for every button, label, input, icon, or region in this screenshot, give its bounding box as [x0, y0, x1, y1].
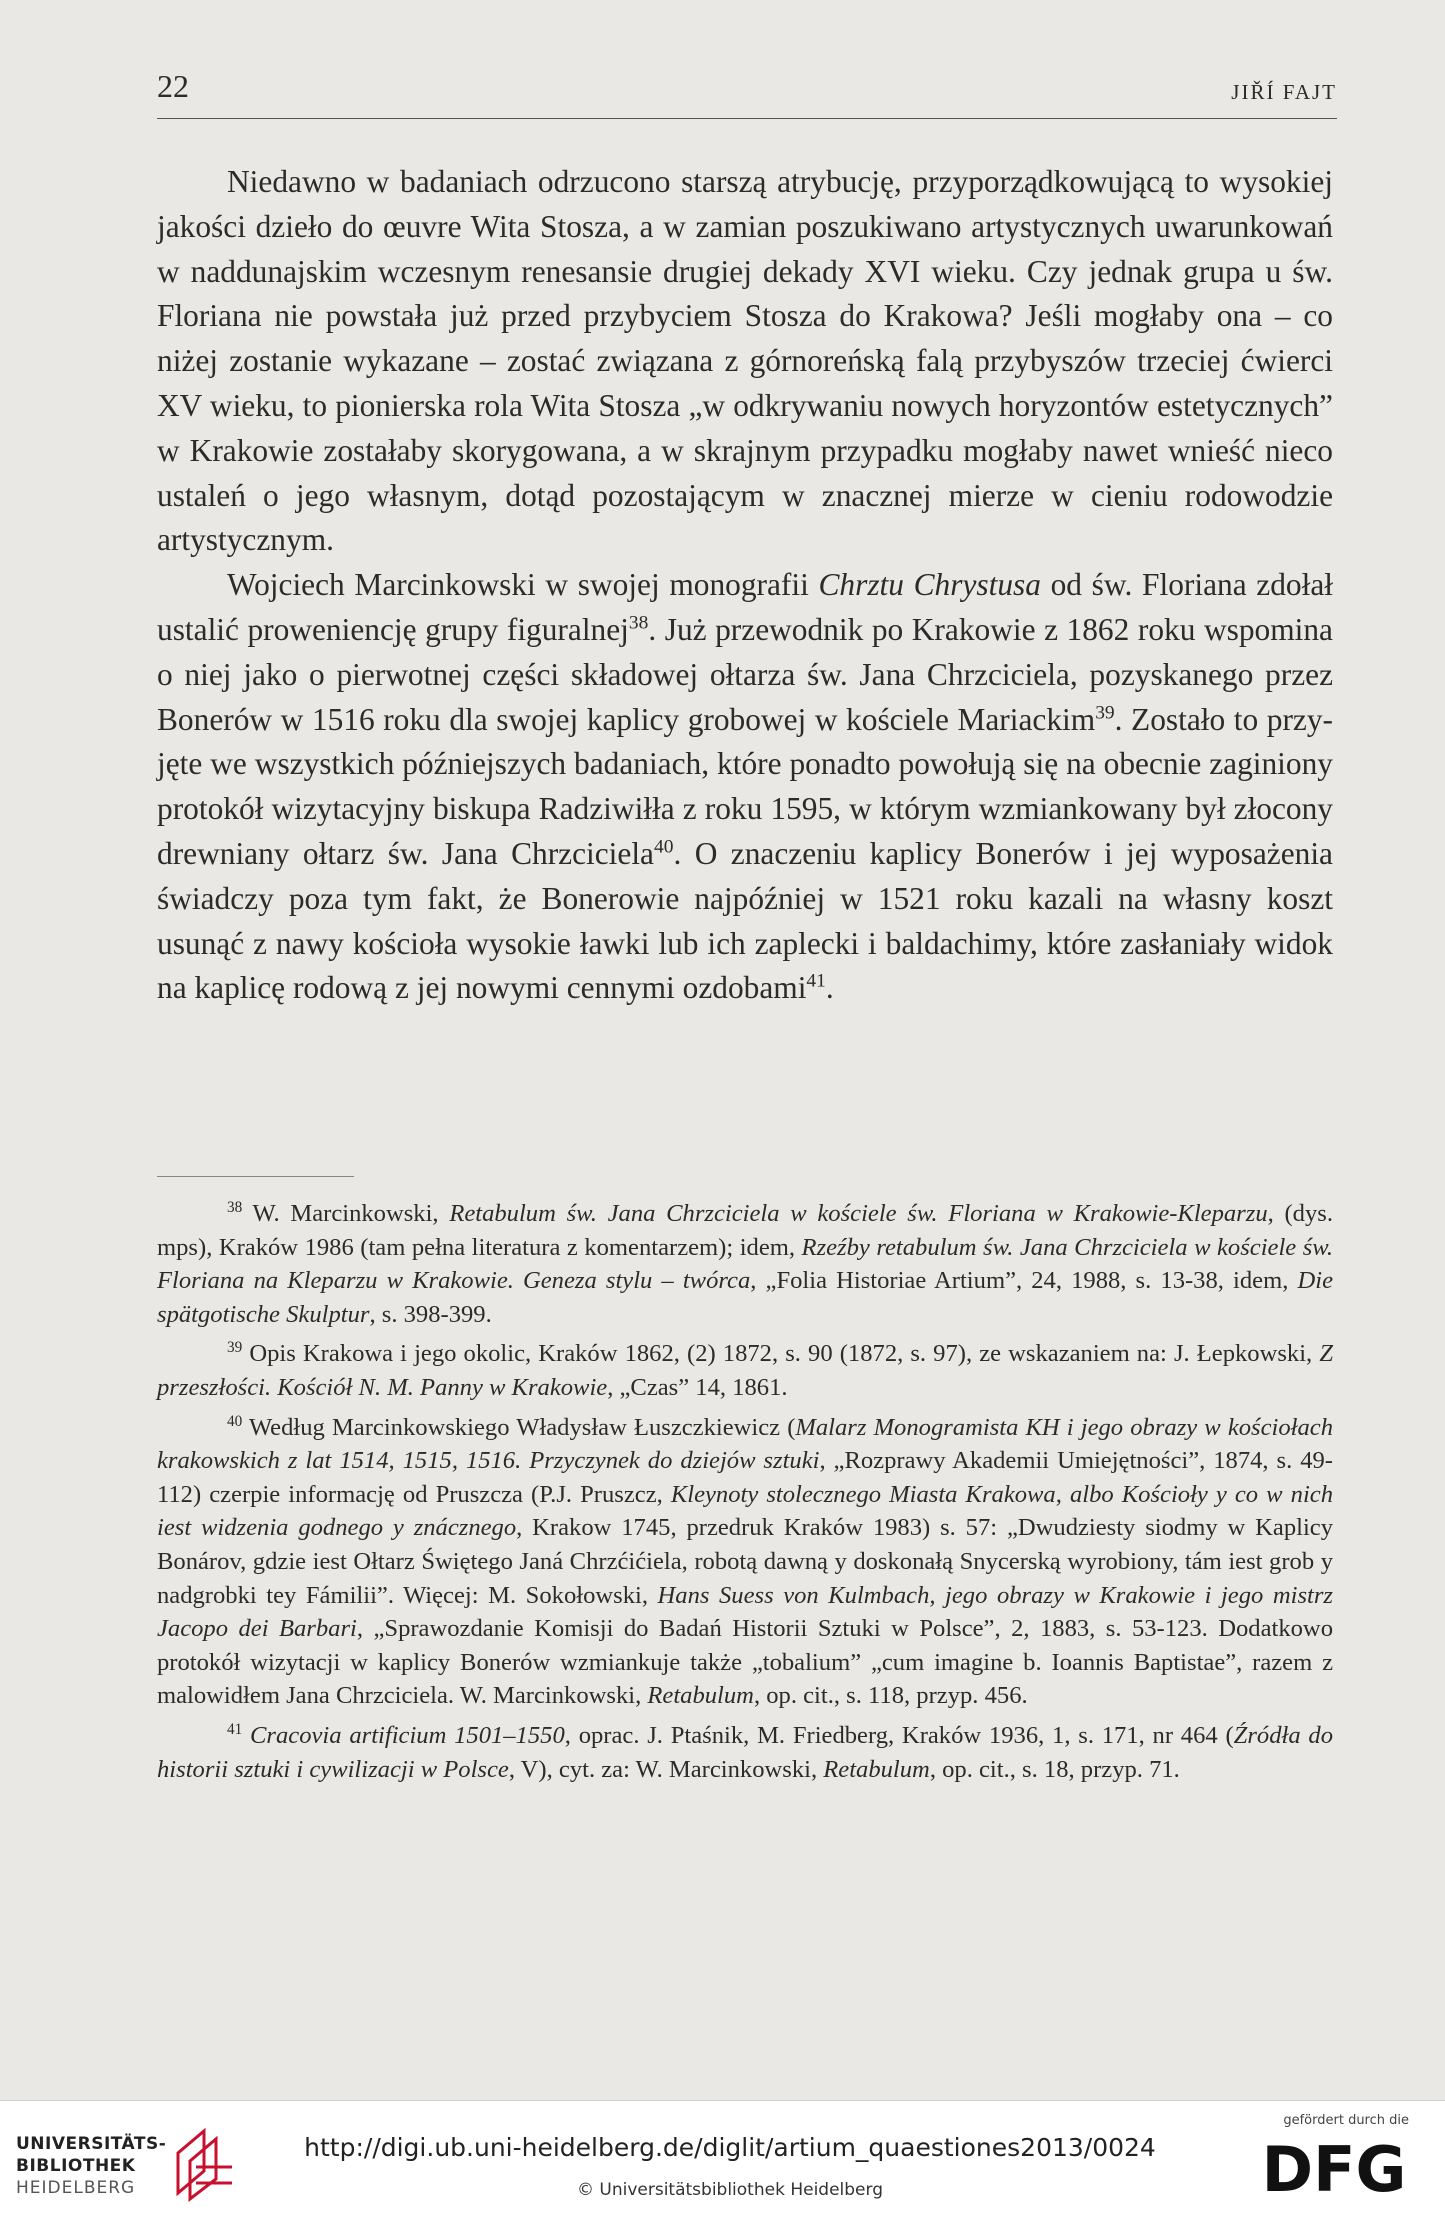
copyright-notice: © Universitätsbibliothek Heidelberg — [576, 2180, 883, 2200]
main-text — [157, 160, 1333, 1011]
footnote-39: $^{39}$ Opis Krakowa i jego okolic, Kraków 1862, (2) 1872, s. 90 (1872, s. 97), ze wskazaniem na: J. Łepkowski, Z przeszłości. Kościół N. M. Panny w Krakowie, „Czas” 14, 1861. — [157, 1339, 1333, 1401]
footnote-ref-40[interactable]: 40 — [653, 836, 674, 858]
footnote-ref-41[interactable]: 41 — [806, 970, 826, 992]
footnote-38: $^{38}$ W. Marcinkowski, Retabulum św. Jana Chrzciciela w kościele św. Floriana w Krakowie-Kleparzu, (dys. mps), Kraków 1986 (tam pełna literatura z komentarzem); idem, Rzeźby retabulum św. Jana Chrzciciela w kościele św. Floriana na Kleparzu w Krakowie. Geneza stylu – twórca, „Folia Historiae Artium”, 24, 1988, s. 13-38, idem, Die spätgotische Skulptur, s. 398-399. — [157, 1198, 1333, 1328]
permalink-url[interactable]: http://digi.ub.uni-heidelberg.de/diglit/artium_quaestiones2013/0024 — [304, 2133, 1156, 2162]
footnotes — [157, 1197, 1333, 1792]
page-number: 22 — [157, 68, 189, 104]
library-logo[interactable]: UNIVERSITÄTS- BIBLIOTHEK HEIDELBERG — [16, 2123, 236, 2203]
footnote-separator — [157, 1176, 354, 1177]
svg-text:DFG: DFG — [1261, 2135, 1407, 2199]
footnote-ref-39[interactable]: 39 — [1095, 702, 1115, 724]
footnote-41: $^{41}$ Cracovia artificium 1501–1550, oprac. J. Ptaśnik, M. Friedberg, Kraków 1936, 1, s. 171, nr 464 (Źródła do historii sztuki i cywilizacji w Polsce, V), cyt. za: W. Marcinkowski, Retabulum, op. cit., s. 18, przyp. 71. — [157, 1720, 1333, 1783]
viewer-footer — [0, 2100, 1445, 2215]
funding-label: gefördert durch die — [1283, 2113, 1409, 2128]
paragraph: Wojciech Marcinkowski w swojej monografii Chrztu Chrystusa od św. Floriana zdołał ustalić proweniencję grupy figuralnej$^{38}$. Już przewodnik po Krakowie z 1862 roku wspomina o niej jako o pierwotnej części składowej ołtarza św. Jana Chrzciciela, pozyskanego przez Bonerów w 1516 roku dla swojej kaplicy grobowej w kościele Mariackim$^{39}$. Zostało to przyjęte we wszystkich późniejszych badaniach, które ponadto powołują się na obecnie zaginiony protokół wizytacyjny biskupa Radziwiłła z roku 1595, w którym wzmiankowany był złocony drewniany ołtarz św. Jana Chrzciciela$^{40}$. O znaczeniu kaplicy Bonerów i jej wyposażenia świadczy poza tym fakt, że Bonerowie najpóźniej w 1521 roku kazali na własny koszt usunąć z nawy kościoła wysokie ławki lub ich zaplecki i baldachimy, które zasłaniały widok na kaplicę rodową z jej nowymi cennymi ozdobami$^{41}$. — [157, 567, 1333, 1006]
footnote-40: $^{40}$ Według Marcinkowskiego Władysław Łuszczkiewicz (Malarz Monogramista KH i jego obrazy w kościołach krakowskich z lat 1514, 1515, 1516. Przyczynek do dziejów sztuki, „Rozprawy Akademii Umiejętności”, 1874, s. 49-112) czerpie informację od Pruszcza (P.J. Pruszcz, Kleynoty stolecznego Miasta Krakowa, albo Kościoły y co w nich iest widzenia godnego y znácznego, Krakow 1745, przedruk Kraków 1983) s. 57: „Dwudziesty siodmy w Kaplicy Bonárov, gdzie iest Ołtarz Świętego Janá Chrzćićiela, robotą dawną y doskonałą Snycerską wyrobiony, tám iest grob y nadgrobki tey Fámilii”. Więcej: M. Sokołowski, Hans Suess von Kulmbach, jego obrazy w Krakowie i jego mistrz Jacopo dei Barbari, „Sprawozdanie Komisji do Badań Historii Sztuki w Polsce”, 2, 1883, s. 53-123. Dodatkowo protokół wizytacji w kaplicy Bonerów wzmiankuje także „tobalium” „cum imagine b. Ioannis Baptistae”, razem z malowidłem Jana Chrzciciela. W. Marcinkowski, Retabulum, op. cit., s. 118, przyp. 456. — [157, 1412, 1334, 1710]
page-header — [157, 68, 1337, 119]
running-head-author: JIŘÍ FAJT — [1231, 80, 1337, 104]
library-emblem-icon — [166, 2123, 236, 2203]
book-title: Chrztu Chrystusa — [818, 567, 1041, 603]
footnote-ref-38[interactable]: 38 — [628, 612, 649, 634]
dfg-logo-icon[interactable] — [1259, 2135, 1409, 2199]
paragraph: Niedawno w badaniach odrzucono starszą atrybucję, przyporządkowującą to wysokiej jakości dzieło do œuvre Wita Stosza, a w zamian poszukiwano artystycznych uwarunkowań w naddunajskim wczesnym renesansie drugiej dekady XVI wieku. Czy jednak grupa u św. Floriana nie powstała już przed przybyciem Stosza do Krakowa? Jeśli mogłaby ona – co niżej zostanie wykazane – zostać związana z górnoreńską falą przybyszów trzeciej ćwierci XV wieku, to pionierska rola Wita Stosza „w odkrywaniu nowych horyzontów estetycznych” w Krakowie zostałaby skorygowana, a w skrajnym przypadku mogłaby nawet wnieść nieco ustaleń o jego własnym, dotąd pozostającym w znacznej mierze w cieniu rodowodzie artystycznym. — [157, 164, 1333, 558]
